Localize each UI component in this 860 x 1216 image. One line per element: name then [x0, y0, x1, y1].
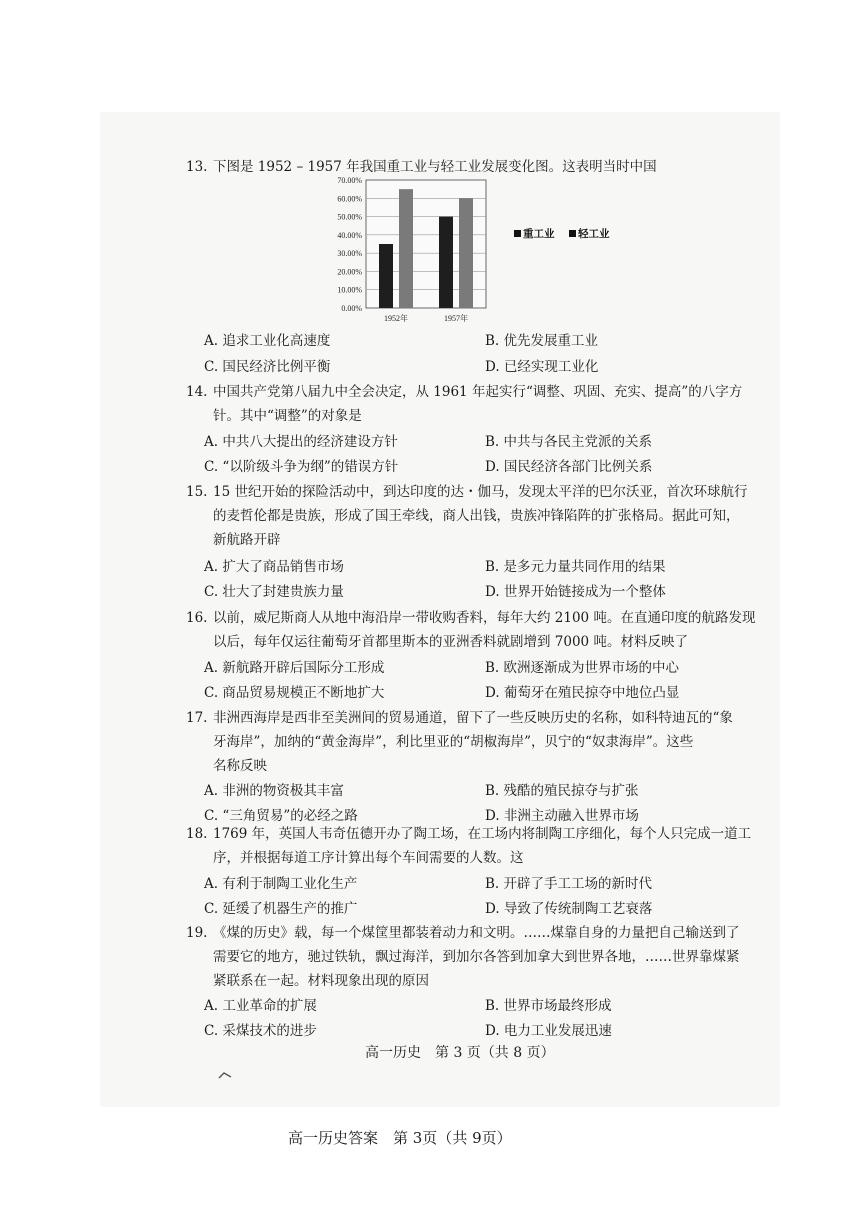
question-stem-line-2: 针。其中“调整”的对象是 [213, 408, 362, 424]
option-c: C. 采煤技术的进步 [204, 1023, 317, 1039]
question-stem-line-1: 非洲西海岸是西非至美洲间的贸易通道，留下了一些反映历史的名称，如科特迪瓦的“象 [213, 710, 733, 726]
question-number: 19. [186, 925, 208, 941]
legend-label-1: 轻工业 [578, 229, 610, 240]
x-tick-label: 1952年 [384, 314, 408, 323]
question-19 [186, 923, 786, 1043]
bar-heavy-1 [439, 217, 453, 308]
caret-mark-icon [218, 1071, 232, 1079]
option-d: D. 国民经济各部门比例关系 [485, 459, 653, 475]
option-d: D. 电力工业发展迅速 [485, 1023, 612, 1039]
y-tick-label: 70.00% [337, 176, 362, 185]
option-b: B. 中共与各民主党派的关系 [485, 434, 653, 450]
question-18 [186, 824, 786, 919]
y-tick-label: 10.00% [337, 285, 362, 295]
option-a: A. 非洲的物资极其丰富 [204, 783, 344, 799]
question-number: 17. [186, 710, 208, 726]
option-c: C. 商品贸易规模正不断地扩大 [204, 685, 385, 701]
question-stem-line-1: 1769 年，英国人韦奇伍德开办了陶工场，在工场内将制陶工序细化，每个人只完成一道工 [213, 826, 752, 842]
option-b: B. 优先发展重工业 [485, 333, 599, 349]
question-13 [186, 157, 786, 382]
question-stem-line-1: 《煤的历史》载，每一个煤筐里都装着动力和文明。……煤靠自身的力量把自己输送到了 [213, 925, 740, 941]
option-a: A. 新航路开辟后国际分工形成 [204, 660, 385, 676]
option-c: C. 壮大了封建贵族力量 [204, 584, 344, 600]
question-17 [186, 708, 786, 828]
question-stem-line-1: 15 世纪开始的探险活动中，到达印度的达・伽马，发现太平洋的巴尔沃亚，首次环球航行 [213, 484, 748, 500]
industry-bar-chart [326, 175, 626, 350]
bar-light-0 [399, 189, 413, 308]
question-stem-line-3: 名称反映 [213, 758, 267, 774]
option-a: A. 扩大了商品销售市场 [204, 559, 344, 575]
legend-swatch-0 [514, 230, 521, 237]
question-number: 14. [186, 384, 208, 400]
x-tick-label: 1957年 [444, 314, 468, 323]
option-c: C. “三角贸易”的必经之路 [204, 808, 358, 824]
option-c: C. 国民经济比例平衡 [204, 359, 331, 375]
question-stem-line-2: 序，并根据每道工序计算出每个车间需要的人数。这 [213, 850, 524, 866]
question-stem-line-3: 紧联系在一起。材料现象出现的原因 [213, 973, 429, 989]
option-b: B. 世界市场最终形成 [485, 998, 612, 1014]
option-a: A. 工业革命的扩展 [204, 998, 317, 1014]
y-tick-label: 30.00% [337, 249, 362, 259]
y-tick-label: 20.00% [337, 267, 362, 277]
option-a: A. 有利于制陶工业化生产 [204, 876, 358, 892]
option-c: C. 延缓了机器生产的推广 [204, 901, 358, 917]
question-stem-line-2: 需要它的地方，驰过铁轨，飘过海洋，到加尔各答到加拿大到世界各地，……世界靠煤紧 [213, 949, 740, 965]
page-footer: 高一历史 第 3 页（共 8 页） [365, 1045, 555, 1061]
question-14 [186, 382, 786, 475]
answer-footer: 高一历史答案 第 3页（共 9页） [288, 1129, 512, 1147]
question-number: 13. [186, 159, 208, 175]
y-tick-label: 50.00% [337, 212, 362, 222]
option-d: D. 非洲主动融入世界市场 [485, 808, 639, 824]
question-stem-line-3: 新航路开辟 [213, 532, 281, 548]
option-a: A. 中共八大提出的经济建设方针 [204, 434, 398, 450]
option-d: D. 世界开始链接成为一个整体 [485, 584, 666, 600]
question-stem-line-2: 的麦哲伦都是贵族，形成了国王牵线，商人出钱，贵族冲锋陷阵的扩张格局。据此可知， [213, 508, 740, 524]
option-d: D. 已经实现工业化 [485, 359, 599, 375]
bar-heavy-0 [379, 244, 393, 308]
question-stem-line-1: 以前，威尼斯商人从地中海沿岸一带收购香料，每年大约 2100 吨。在直通印度的航路发现 [213, 610, 756, 626]
question-stem-line-2: 以后，每年仅运往葡萄牙首都里斯本的亚洲香料就剧增到 7000 吨。材料反映了 [213, 634, 688, 650]
option-b: B. 残酷的殖民掠夺与扩张 [485, 783, 639, 799]
bar-light-1 [459, 198, 473, 308]
question-stem-line-1: 中国共产党第八届九中全会决定，从 1961 年起实行“调整、巩固、充实、提高”的八字方 [213, 384, 743, 400]
question-16 [186, 608, 786, 703]
question-number: 16. [186, 610, 208, 626]
option-c: C. “以阶级斗争为纲”的错误方针 [204, 459, 399, 475]
question-stem-line-2: 牙海岸”，加纳的“黄金海岸”，利比里亚的“胡椒海岸”，贝宁的“奴隶海岸”。这些 [213, 734, 694, 750]
option-b: B. 是多元力量共同作用的结果 [485, 559, 666, 575]
question-stem: 下图是 1952 – 1957 年我国重工业与轻工业发展变化图。这表明当时中国 [213, 159, 657, 175]
option-b: B. 欧洲逐渐成为世界市场的中心 [485, 660, 680, 676]
option-b: B. 开辟了手工工场的新时代 [485, 876, 653, 892]
y-tick-label: 60.00% [337, 194, 362, 204]
y-tick-label: 0.00% [341, 304, 362, 313]
y-tick-label: 40.00% [337, 230, 362, 240]
legend-swatch-1 [569, 230, 576, 237]
question-15 [186, 482, 786, 602]
legend-label-0: 重工业 [523, 229, 555, 240]
option-d: D. 葡萄牙在殖民掠夺中地位凸显 [485, 685, 680, 701]
option-a: A. 追求工业化高速度 [204, 333, 331, 349]
question-number: 18. [186, 826, 208, 842]
option-d: D. 导致了传统制陶工艺衰落 [485, 901, 653, 917]
question-number: 15. [186, 484, 208, 500]
